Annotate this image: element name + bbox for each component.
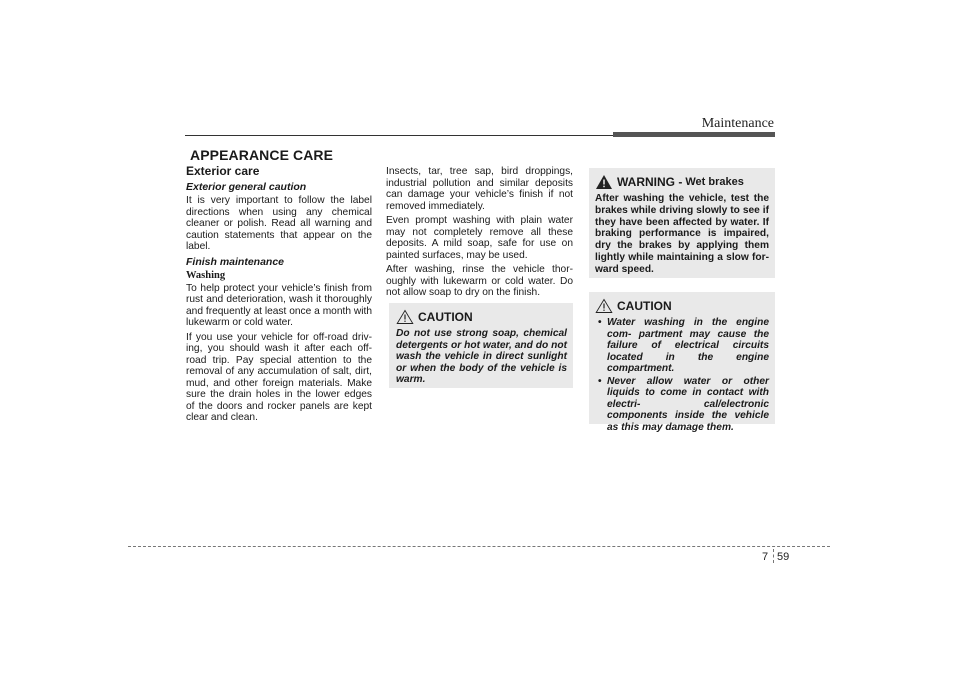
caution-box-engine	[589, 292, 775, 433]
bullet-icon: •	[598, 375, 602, 387]
caution-title-row	[396, 309, 567, 325]
footer-rule	[128, 546, 830, 547]
section-title: Maintenance	[701, 116, 774, 131]
warning-title-row	[595, 174, 769, 190]
subheading-exterior-care: Exterior care	[186, 164, 260, 178]
caution-box	[389, 303, 573, 388]
subheading-finish-maintenance: Finish maintenance	[186, 255, 285, 268]
paragraph: After washing, rinse the vehicle thor- oughly with lukewarm or cold water. Do not allow soap to dry on the finish.	[386, 264, 573, 298]
caution-title-row	[595, 298, 769, 314]
list-item: • Never allow water or other liquids to come in contact with electri- cal/electronic components inside the vehicle as this may damage them.	[598, 375, 769, 433]
column-2	[386, 166, 573, 302]
folio-separator	[773, 549, 774, 563]
caution-outline-triangle-icon	[396, 309, 414, 325]
warning-text: After washing the vehicle, test the brakes while driving slowly to see if they have been affected by water. If braking performance is impaired, dry the brakes by applying them lightly while maintaining a slow for- ward speed.	[595, 193, 769, 275]
list-item: • Water washing in the engine com- partment may cause the failure of electrical circuits located in the engine compartment.	[598, 317, 769, 374]
warning-title: WARNING -	[617, 175, 683, 189]
bullet-icon: •	[598, 317, 602, 328]
paragraph: To help protect your vehicle’s finish from rust and deterioration, wash it thoroughly and frequently at least once a month with lukewarm or cold water.	[186, 282, 372, 328]
paragraph: Even prompt washing with plain water may not completely remove all these deposits. A mild soap, safe for use on painted surfaces, may be used.	[386, 215, 573, 261]
paragraph: Insects, tar, tree sap, bird droppings, industrial pollution and similar deposits can damage your vehicle’s finish if not removed immediately.	[386, 166, 573, 212]
column-1	[186, 166, 372, 427]
warning-subtitle: Wet brakes	[685, 176, 744, 188]
warning-box	[589, 168, 775, 278]
subheading-washing: Washing	[186, 270, 226, 281]
subheading-exterior-general-caution: Exterior general caution	[186, 180, 307, 193]
warning-filled-triangle-icon	[595, 174, 613, 190]
caution-title: CAUTION	[617, 299, 672, 313]
paragraph: It is very important to follow the label directions when using any chemical cleaner or polish. Read all warning and caution statements that appear on the label.	[186, 195, 372, 252]
page-number: 59	[777, 551, 790, 563]
caution-outline-triangle-icon	[595, 298, 613, 314]
caution-text: Do not use strong soap, chemical detergents or hot water, and do not wash the vehicle in direct sunlight or when the body of the vehicle is warm.	[396, 328, 567, 385]
paragraph: If you use your vehicle for off-road driv- ing, you should wash it after each off- road trip. Pay special attention to the removal of any accumulation of salt, dirt, mud, and other foreign materials. Make sure the drain holes in the lower edges of the doors and rocker panels are kept clear and clean.	[186, 331, 372, 423]
caution-title: CAUTION	[418, 310, 473, 324]
header-rule-accent	[613, 132, 775, 137]
chapter-number: 7	[762, 551, 769, 563]
page-heading: APPEARANCE CARE	[190, 147, 334, 163]
caution-bullet-list	[595, 317, 769, 433]
